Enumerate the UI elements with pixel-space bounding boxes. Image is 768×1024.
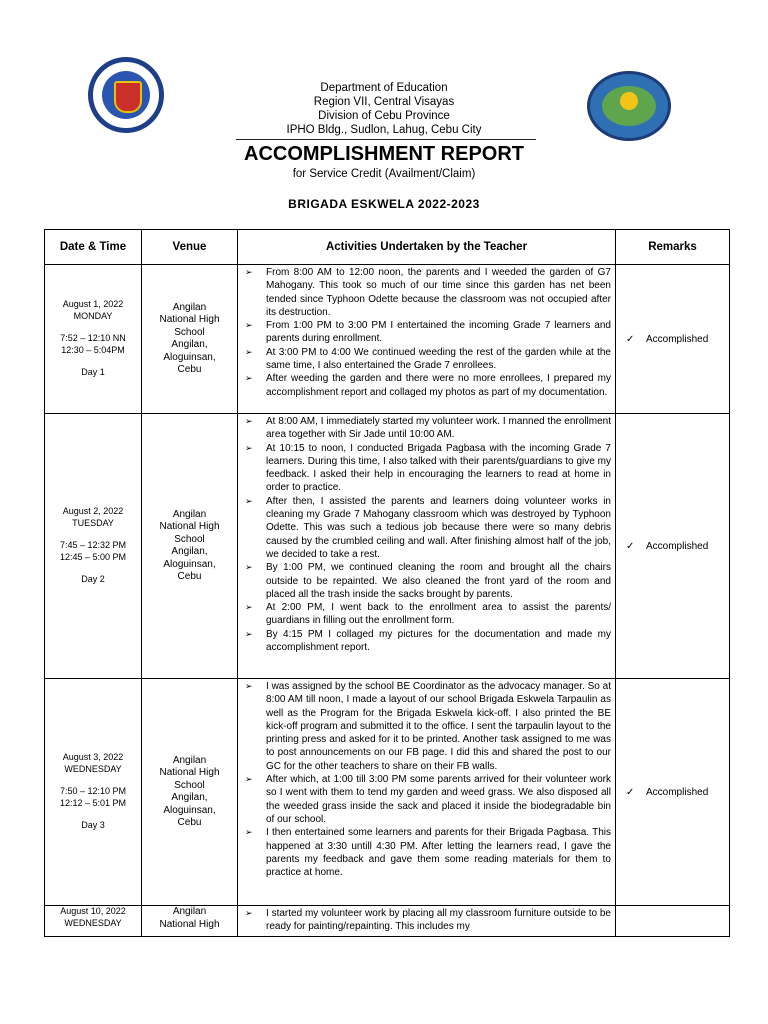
activity-item [242,319,611,346]
date-time-cell [45,679,142,906]
weekday: TUESDAY [72,517,114,528]
activity-item [242,266,611,319]
venue-line: School [174,326,205,338]
venue-line: National High [159,314,220,325]
page-subtitle: for Service Credit (Availment/Claim) [292,168,476,180]
table-row [45,679,730,906]
remarks-status: Accomplished [646,786,709,798]
arrow-bullet-icon: ➢ [245,320,253,331]
activities-cell [238,679,616,906]
activity-text: After which, at 1:00 till 3:00 PM some parents arrived for their volunteer work so I went with them to tend my garden and weed grass. We also disposed all the weeded grass inside the sack and placed it inside the biodegradable bin of our school. [266,774,611,825]
arrow-bullet-icon: ➢ [245,908,253,918]
arrow-bullet-icon: ➢ [245,416,253,426]
activity-item [242,601,611,628]
venue-line: School [174,533,205,545]
weekday: WEDNESDAY [64,917,122,928]
program-title: BRIGADA ESKWELA 2022-2023 [288,197,480,211]
remarks-status: Accomplished [646,333,709,345]
activity-text: After weeding the garden and there were no more enrollees, I prepared my accomplishment report and collaged my photos as part of my documentation. [266,373,611,398]
day-label: Day 1 [81,367,105,378]
activity-item [242,680,611,773]
header-venue: Venue [142,230,238,265]
header-activities: Activities Undertaken by the Teacher [238,230,616,265]
activity-item [242,346,611,373]
header-address: IPHO Bldg., Sudlon, Lahug, Cebu City [286,124,482,136]
arrow-bullet-icon: ➢ [245,602,253,613]
venue-cell [142,265,238,414]
arrow-bullet-icon: ➢ [245,628,253,639]
venue-cell [142,679,238,906]
remarks-cell [616,679,730,906]
venue-line: Angilan [172,301,207,313]
activity-item [242,372,611,399]
venue-line: National High [159,521,220,532]
table-row [45,265,730,414]
activities-cell [238,414,616,679]
venue-line: Cebu [177,571,202,582]
date: August 3, 2022 [62,752,124,763]
arrow-bullet-icon: ➢ [245,373,253,384]
time-start: 7:52 – 12:10 NN [60,333,126,344]
venue-line: National High [159,918,220,930]
activities-cell [238,906,616,937]
check-icon: ✓ [626,333,635,345]
activity-text: At 10:15 to noon, I conducted Brigada Pagbasa with the incoming Grade 7 learners. During this time, I also talked with their parents/guardians to give my feedback. I asked their help in encouraging the learners to read at home in order to practice. [266,442,611,494]
time-end: 12:30 – 5:04PM [61,344,125,355]
activity-item [242,415,611,442]
activity-text: At 3:00 PM to 4:00 We continued weeding the rest of the garden while at the same time, I also entertained the Grade 7 enrollees. [266,346,611,372]
venue-line: Angilan [172,754,207,766]
venue-cell [142,906,238,937]
arrow-bullet-icon: ➢ [245,442,253,453]
activity-text: From 8:00 AM to 12:00 noon, the parents and I weeded the garden of G7 Mahogany. This took so much of our time since this garden has net been tended since Typhoon Odette because the classroom was not occupied after its destruction. [266,267,611,318]
venue-line: School [174,779,205,791]
activity-text: By 1:00 PM, we continued cleaning the room and brought all the chairs outside to be repainted. We also cleaned the front yard of the room and placed all the trash inside the sacks brought by parents. [266,562,611,600]
activity-text: I started my volunteer work by placing all my classroom furniture outside to be ready for painting/repainting. This includes my [266,908,611,933]
table-header-row [45,230,730,265]
check-icon: ✓ [626,786,635,798]
arrow-bullet-icon: ➢ [245,267,253,277]
venue-line: Angilan, [171,339,208,350]
venue-line: Aloguinsan, [163,351,216,363]
arrow-bullet-icon: ➢ [245,774,253,785]
activity-item [242,773,611,826]
activity-text: At 8:00 AM, I immediately started my volunteer work. I manned the enrollment area together with Sir Jade until 10:00 AM. [266,416,611,441]
activity-item [242,826,611,879]
activity-item [242,628,611,655]
time-end: 12:12 – 5:01 PM [59,797,127,808]
activity-text: By 4:15 PM I collaged my pictures for the documentation and made my accomplishment report. [266,628,611,654]
header-department: Department of Education [320,82,448,94]
date: August 10, 2022 [60,906,126,916]
page-title: ACCOMPLISHMENT REPORT [244,143,524,165]
activity-item [242,561,611,601]
time-start: 7:45 – 12:32 PM [59,540,127,551]
date: August 1, 2022 [62,299,124,310]
header-date-time: Date & Time [45,230,142,265]
activity-text: I then entertained some learners and parents for their Brigada Pagbasa. This happened at 3:30 untill 4:30 PM. After letting the learners read, I gave the parents my feedback and gave them some reading materials for them to practice at home. [266,827,611,879]
activity-item [242,442,611,495]
activity-text: At 2:00 PM, I went back to the enrollment area to assist the parents/ guardians in filling out the enrollment form. [266,602,611,627]
activity-text: After then, I assisted the parents and learners doing volunteer works in cleaning my Grade 7 Mahogany classroom which was destroyed by Typhoon Odette. This was such a tedious job because there were so many debris caused by the crumbled ceiling and wall. After finishing almost half of the job, we decided to take a rest. [266,495,611,560]
activity-text: From 1:00 PM to 3:00 PM I entertained the incoming Grade 7 learners and parents during enrollment. [266,320,611,345]
accomplishment-table [44,229,730,937]
venue-cell [142,414,238,679]
remarks-status: Accomplished [646,540,709,552]
check-icon: ✓ [626,540,635,552]
weekday: WEDNESDAY [64,763,122,774]
venue-line: Cebu [177,364,202,375]
arrow-bullet-icon: ➢ [245,562,253,573]
venue-line: Angilan [172,906,207,917]
remarks-cell [616,265,730,414]
venue-line: National High [159,767,220,778]
venue-line: Aloguinsan, [163,558,216,570]
table-row [45,906,730,937]
date-time-cell [45,906,142,937]
header-remarks: Remarks [616,230,730,265]
date-time-cell [45,414,142,679]
time-start: 7:50 – 12:10 PM [59,786,127,797]
venue-line: Angilan, [171,792,208,803]
date-time-cell [45,265,142,414]
venue-line: Aloguinsan, [163,804,216,816]
arrow-bullet-icon: ➢ [245,346,253,357]
remarks-cell [616,414,730,679]
venue-line: Cebu [177,817,202,828]
header-divider [236,139,536,140]
remarks-cell [616,906,730,937]
weekday: MONDAY [73,310,113,321]
arrow-bullet-icon: ➢ [245,827,253,838]
header-region: Region VII, Central Visayas [313,96,455,108]
venue-line: Angilan [172,508,207,520]
header-division: Division of Cebu Province [318,110,450,122]
activity-text: I was assigned by the school BE Coordinator as the advocacy manager. So at 8:00 AM till noon, I made a layout of our school Brigada Eskwela Tarpaulin as well as the Program for the Brigada Eskwela kick-off. I also printed the BE kick-off program and submitted it to the office. I sent the tarpaulin layout to the printing press and asked for it to be printed. Another task assigned to me was to post announcements on our FB page. I did this and shared the post to our GC for the other teachers to share on their FB walls. [266,681,611,772]
table-row [45,414,730,679]
venue-line: Angilan, [171,546,208,557]
arrow-bullet-icon: ➢ [245,495,253,506]
activities-cell [238,265,616,414]
time-end: 12:45 – 5:00 PM [59,551,127,562]
day-label: Day 2 [81,574,105,585]
day-label: Day 3 [81,820,105,831]
activity-item [242,495,611,561]
activity-item [242,907,611,934]
arrow-bullet-icon: ➢ [245,681,253,691]
date: August 2, 2022 [62,506,124,517]
